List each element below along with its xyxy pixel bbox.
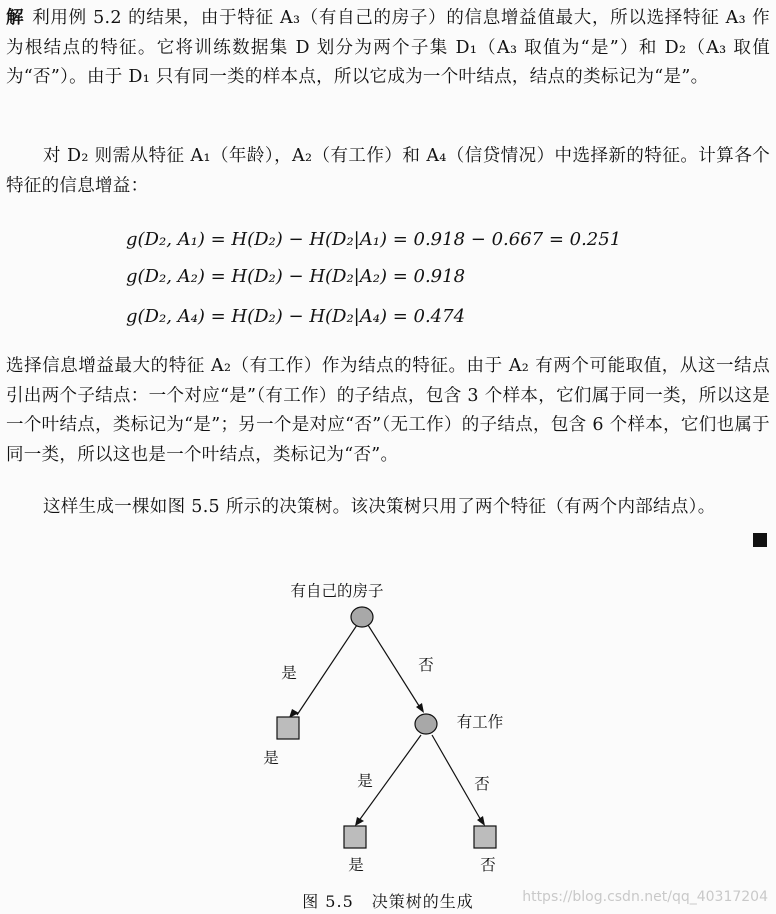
root-yes-edge-label: 是 [281, 664, 297, 682]
leaf1-label: 是 [263, 749, 279, 767]
leaf3-label: 否 [480, 856, 496, 874]
paragraph-select-a2: 选择信息增益最大的特征 A₂（有工作）作为结点的特征。由于 A₂ 有两个可能取值，从这一结点引出两个子结点：一个对应“是”（有工作）的子结点，包含 3 个样本，它们属于同一类，所以这是一个叶结点，类标记为“是”；另一个是对应“否”（无工作）的子结点，包含 6 个样本，它们也属于同一类，所以这也是一个叶结点，类标记为“否”。 [6, 356, 770, 465]
inner-yes-edge-label: 是 [357, 772, 373, 790]
equation-a4: g(D₂, A₄) = H(D₂) − H(D₂|A₄) = 0.474 [126, 306, 466, 327]
arrowhead-inner-yes [355, 817, 364, 826]
edge-root-no [368, 625, 421, 709]
paragraph-d2: 对 D₂ 则需从特征 A₁（年龄），A₂（有工作）和 A₄（信贷情况）中选择新的特征。计算各个特征的信息增益： [6, 146, 770, 196]
decision-tree-figure [0, 560, 776, 885]
leaf2-label: 是 [348, 856, 364, 874]
root-node-label: 有自己的房子 [290, 582, 384, 600]
inner-no-edge-label: 否 [474, 775, 490, 793]
solution-lead: 解 [6, 8, 25, 28]
equation-a1: g(D₂, A₁) = H(D₂) − H(D₂|A₁) = 0.918 − 0.667 = 0.251 [126, 229, 622, 250]
leaf-node-yes-root [277, 717, 299, 739]
leaf-node-no-inner [474, 826, 496, 848]
arrowhead-inner-no [477, 816, 485, 826]
edge-root-yes [297, 625, 357, 715]
root-no-edge-label: 否 [418, 656, 434, 674]
paragraph-solution-text: 利用例 5.2 的结果，由于特征 A₃（有自己的房子）的信息增益值最大，所以选择特征 A₃ 作为根结点的特征。它将训练数据集 D 划分为两个子集 D₁（A₃ 取值为“是”）和 D₂（A₃ 取值为“否”）。由于 D₁ 只有同一类的样本点，所以它成为一个叶结点，结点的类标记为“是”。 [6, 8, 770, 87]
inner-node [415, 714, 437, 734]
figure-number: 图 5.5 [302, 892, 354, 911]
arrowhead-root-no [416, 703, 424, 713]
paragraph-conclusion: 这样生成一棵如图 5.5 所示的决策树。该决策树只用了两个特征（有两个内部结点）。 [43, 497, 716, 517]
figure-title: 决策树的生成 [371, 892, 474, 911]
paragraph-solution [6, 4, 770, 93]
end-of-proof-mark [753, 533, 767, 547]
leaf-node-yes-inner [344, 826, 366, 848]
inner-node-label: 有工作 [456, 713, 504, 731]
source-watermark: https://blog.csdn.net/qq_40317204 [522, 889, 768, 905]
equation-a2: g(D₂, A₂) = H(D₂) − H(D₂|A₂) = 0.918 [126, 266, 466, 287]
root-node [351, 607, 373, 627]
